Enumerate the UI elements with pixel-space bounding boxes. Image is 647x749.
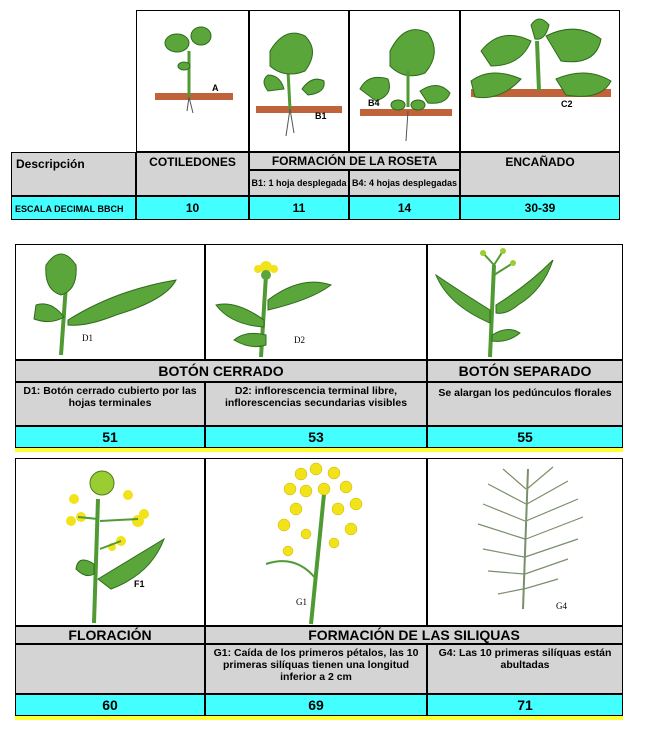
image-label: B4: [368, 98, 380, 108]
desc-empty: [15, 644, 205, 694]
value-cell: 11: [249, 196, 349, 220]
first-petals-falling-plant-icon: [206, 459, 426, 625]
header-descripcion: Descripción: [11, 152, 136, 196]
value-cell: 60: [15, 694, 205, 716]
image-bolting: [460, 10, 620, 152]
header-siliquas: FORMACIÓN DE LAS SILIQUAS: [205, 626, 623, 644]
image-closed-bud: [15, 244, 205, 360]
image-label: C2: [561, 99, 573, 109]
yellow-strip: [15, 448, 623, 452]
header-encanado: ENCAÑADO: [460, 152, 620, 196]
image-rosette-b4: [349, 10, 460, 152]
header-floracion: FLORACIÓN: [15, 626, 205, 644]
image-rosette-b1: [249, 10, 349, 152]
sub-b1: B1: 1 hoja desplegada: [249, 170, 349, 196]
cotyledon-seedling-icon: [137, 11, 248, 151]
image-cotyledons: [136, 10, 249, 152]
image-free-inflorescence: [205, 244, 427, 360]
image-label: D2: [294, 335, 305, 345]
yellow-strip: [15, 716, 623, 720]
value-cell: 55: [427, 426, 623, 448]
rosette-one-leaf-icon: [250, 11, 348, 151]
image-label: F1: [134, 579, 145, 589]
desc-separado: Se alargan los pedúnculos florales: [427, 382, 623, 426]
image-separated-bud: [427, 244, 623, 360]
image-label: G4: [556, 601, 567, 611]
value-cell: 14: [349, 196, 460, 220]
closed-bud-plant-icon: [16, 245, 204, 359]
flowering-plant-icon: [16, 459, 204, 625]
bolting-plant-icon: [461, 11, 619, 151]
header-roseta: FORMACIÓN DE LA ROSETA: [249, 152, 460, 170]
desc-d2: D2: inflorescencia terminal libre, inflorescencias secundarias visibles: [205, 382, 427, 426]
value-cell: 69: [205, 694, 427, 716]
desc-g4: G4: Las 10 primeras silíquas están abultadas: [427, 644, 623, 694]
value-cell: 53: [205, 426, 427, 448]
soil-strip: [155, 93, 233, 100]
value-cell: 10: [136, 196, 249, 220]
image-flowering: [15, 458, 205, 626]
image-label: G1: [296, 597, 307, 607]
scale-label: ESCALA DECIMAL BBCH: [11, 196, 136, 220]
rosette-four-leaves-icon: [350, 11, 459, 151]
free-inflorescence-plant-icon: [206, 245, 426, 359]
header-boton-separado: BOTÓN SEPARADO: [427, 360, 623, 382]
value-cell: 51: [15, 426, 205, 448]
silique-plant-icon: [428, 459, 622, 625]
value-cell: 71: [427, 694, 623, 716]
image-first-petals: [205, 458, 427, 626]
sub-b4: B4: 4 hojas desplegadas: [349, 170, 460, 196]
desc-g1: G1: Caída de los primeros pétalos, las 10 primeras silíquas tienen una longitud inferior a 2 cm: [205, 644, 427, 694]
image-siliques: [427, 458, 623, 626]
image-label: D1: [82, 333, 93, 343]
separated-bud-plant-icon: [428, 245, 622, 359]
image-label: B1: [315, 111, 327, 121]
image-label: A: [212, 83, 219, 93]
desc-d1: D1: Botón cerrado cubierto por las hojas terminales: [15, 382, 205, 426]
header-cotiledones: COTILEDONES: [136, 152, 249, 196]
value-cell: 30-39: [460, 196, 620, 220]
header-boton-cerrado: BOTÓN CERRADO: [15, 360, 427, 382]
